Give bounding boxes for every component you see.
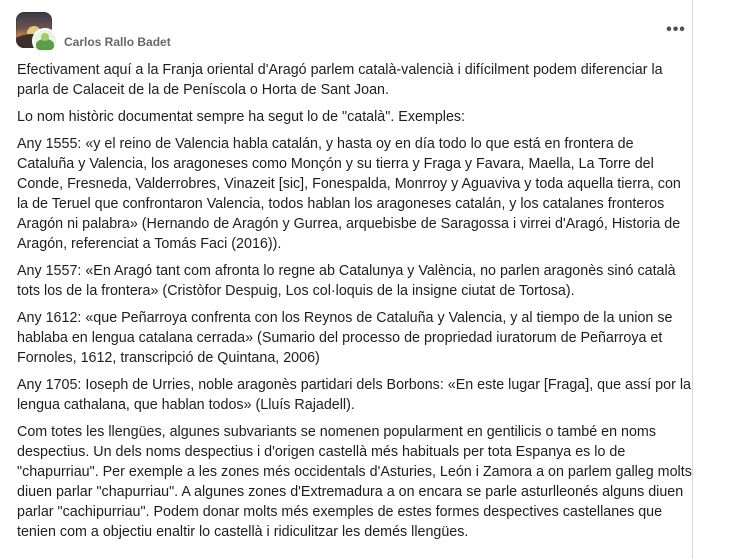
- post-paragraph: Com totes les llengües, algunes subvariants se nomenen popularment en gentilicis o també en noms despectius. Un dels noms despectius i d'origen castellà més habituals per tota Espanya es lo de "chapurriau". Per exemple a les zones més occidentals d'Asturies, León i Zamora a on parlem galleg molts diuen parlar "chapurriau". A algunes zones d'Extremadura a on encara se parle asturlleonés alguns diuen parlar "cachipurriau". Podem donar molts més exemples de estes formes despectives castellanes que tenien com a objectiu enaltir lo castellà i ridiculitzar les demés llengües.: [17, 424, 692, 540]
- post-paragraph: Lo nom històric documentat sempre ha segut lo de "català". Exemples:: [17, 109, 466, 125]
- more-icon: •••: [666, 21, 686, 38]
- post-paragraph: Any 1557: «En Aragó tant com afronta lo regne ab Catalunya y València, no parlen aragonès sinó català tots los de la frontera» (Cristòfor Despuig, Los col·loquis de la insigne ciutat de Tortosa).: [17, 263, 676, 299]
- post-paragraph: Any 1612: «que Peñarroya confrenta con los Reynos de Cataluña y Valencia, y al tiempo de la union se hablaba en lengua catalana cerrada» (Sumario del processo de propriedad iuratorum de Peñarroya et Fornoles, 1612, transcripció de Quintana, 2006): [17, 310, 673, 366]
- post-paragraph: Efectivament aquí a la Franja oriental d'Aragó parlem català-valencià i difícilment podem diferenciar la parla de Calaceit de la de Peníscola o Horta de Sant Joan.: [17, 62, 663, 98]
- post-paragraph: Any 1555: «y el reino de Valencia habla catalán, y hasta oy en día todo lo que está en frontera de Cataluña y Valencia, los aragoneses como Monçón y su tierra y Fraga y Favara, Maella, La Torre del Conde, Fresneda, Valderrobres, Vinazeit [sic], Fonespalda, Monrroy y Aguaviva y toda aquella tierra, con la de Teruel que confrontaron Valencia, todos hablan los aragoneses catalán, y los catalanes fronteros Aragón ni palabra» (Hernando de Aragón y Gurrea, arquebisbe de Saragossa i virrei d'Aragó, Historia de Aragón, referenciat a Tomás Faci (2016)).: [17, 136, 681, 252]
- badge-sun: [41, 33, 49, 41]
- post-body: [17, 60, 693, 549]
- author-name[interactable]: Carlos Rallo Badet: [64, 35, 171, 49]
- more-options-button[interactable]: [664, 20, 688, 40]
- post-header: [16, 12, 692, 52]
- post-paragraph: Any 1705: Ioseph de Urries, noble aragonès partidari dels Borbons: «En este lugar [Fraga], que assí por la lengua cathalana, que hablan todos» (Lluís Rajadell).: [17, 377, 691, 413]
- group-avatar-badge[interactable]: [32, 28, 58, 54]
